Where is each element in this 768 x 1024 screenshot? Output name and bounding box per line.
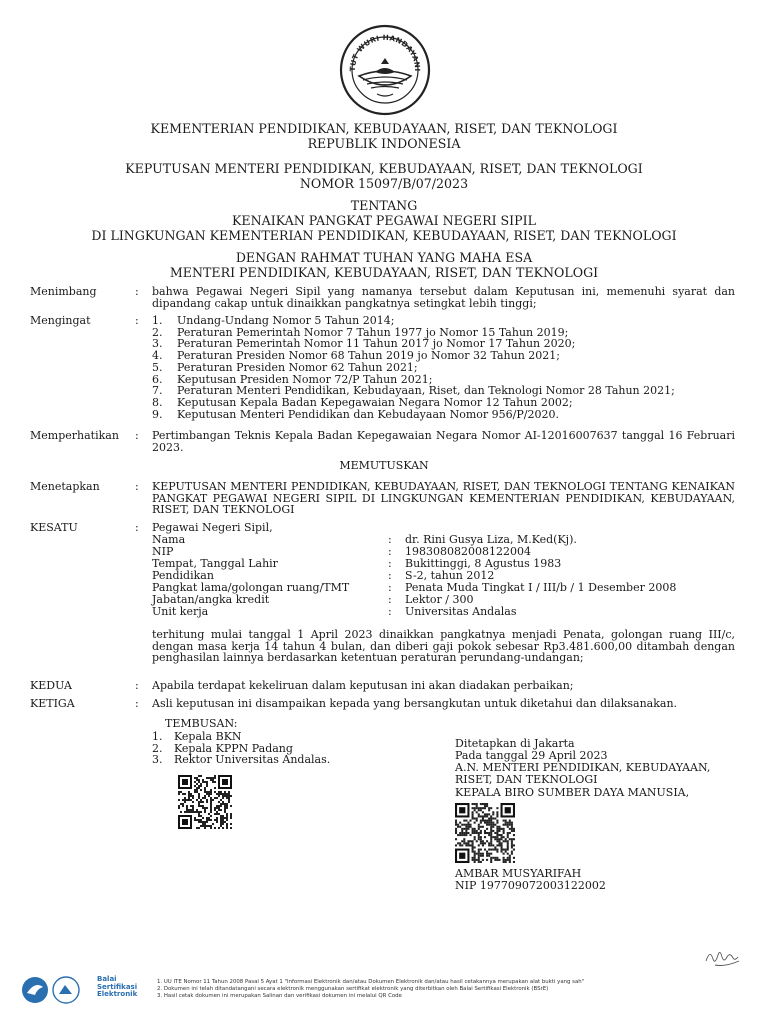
signature-place: Ditetapkan di Jakarta [455, 737, 575, 750]
mengingat-label: Mengingat [30, 314, 91, 327]
signature-office: KEPALA BIRO SUMBER DAYA MANUSIA, [455, 786, 690, 799]
footnote-1: 1. UU ITE Nomor 11 Tahun 2008 Pasal 5 Ayat 1 "Informasi Elektronik dan/atau Dokumen Elektronik dan/atau hasil cetakannya merupakan alat bukti yang sah" [157, 979, 585, 985]
memperhatikan-label: Memperhatikan [30, 429, 119, 442]
list-item: 2. Peraturan Pemerintah Nomor 7 Tahun 1977 jo Nomor 15 Tahun 2019; [152, 325, 569, 339]
kesatu-intro: Pegawai Negeri Sipil, [152, 521, 273, 534]
list-item: 6. Keputusan Presiden Nomor 72/P Tahun 2021; [152, 372, 433, 386]
signatory-nip: NIP 197709072003122002 [455, 879, 606, 892]
menimbang-text: bahwa Pegawai Negeri Sipil yang namanya tersebut dalam Keputusan ini, memenuhi syarat dan dipandang cakap untuk dinaikkan pangkatnya setingkat lebih tinggi; [152, 285, 735, 310]
list-item: 7. Peraturan Menteri Pendidikan, Kebudayaan, Riset, dan Teknologi Nomor 28 Tahun 2021; [152, 384, 675, 398]
ketiga-label: KETIGA [30, 697, 75, 710]
kedua-text: Apabila terdapat kekeliruan dalam keputusan ini akan diadakan perbaikan; [152, 679, 574, 692]
emblem-motto: TUT WURI HANDAYANI [347, 32, 423, 72]
list-item: 1. Kepala BKN [152, 730, 242, 743]
bsre-logo-icon [21, 975, 93, 1005]
bsre-name: Balai Sertifikasi Elektronik [97, 975, 138, 999]
tembusan-list [152, 731, 412, 766]
menetapkan-text: KEPUTUSAN MENTERI PENDIDIKAN, KEBUDAYAAN, RISET, DAN TEKNOLOGI TENTANG KENAIKAN PANGKAT PEGAWAI NEGERI SIPIL DI LINGKUNGAN KEMENTERIAN PENDIDIKAN, KEBUDAYAAN, RISET, DAN TEKNOLOGI [152, 480, 735, 517]
memutuskan-heading: MEMUTUSKAN [339, 459, 429, 472]
list-item: 4. Peraturan Presiden Nomor 68 Tahun 2019 jo Nomor 32 Tahun 2021; [152, 349, 561, 363]
minister-line: MENTERI PENDIDIKAN, KEBUDAYAAN, RISET, DAN TEKNOLOGI [169, 265, 599, 280]
list-item: 8. Keputusan Kepala Badan Kepegawaian Negara Nomor 12 Tahun 2002; [152, 395, 573, 409]
list-item: 9. Keputusan Menteri Pendidikan dan Kebudayaan Nomor 956/P/2020. [152, 407, 559, 421]
kesatu-closing: terhitung mulai tanggal 1 April 2023 dinaikkan pangkatnya menjadi Penata, golongan ruang III/c, dengan masa kerja 14 tahun 4 bulan, dan diberi gaji pokok sebesar Rp3.481.600,00 ditambah dengan penghasilan lainnya berdasarkan ketentuan peraturan perundang-undangan; [152, 628, 735, 665]
list-item: 3. Rektor Universitas Andalas. [152, 753, 331, 767]
signature-date: Pada tanggal 29 April 2023 [455, 749, 608, 762]
svg-text:TUT WURI HANDAYANI [348, 33, 422, 72]
memperhatikan-text: Pertimbangan Teknis Kepala Badan Kepegawaian Negara Nomor AI-12016007637 tanggal 16 Februari 2023. [152, 429, 735, 454]
menimbang-label: Menimbang [30, 285, 97, 298]
signatory-name: AMBAR MUSYARIFAH [455, 867, 582, 880]
signature-qr-code-icon[interactable] [455, 803, 515, 863]
footnotes [157, 979, 747, 1000]
signature-on-behalf-1: A.N. MENTERI PENDIDIKAN, KEBUDAYAAN, [455, 761, 711, 774]
kesatu-label: KESATU [30, 521, 78, 534]
decree-title: KEPUTUSAN MENTERI PENDIDIKAN, KEBUDAYAAN, RISET, DAN TEKNOLOGI [125, 161, 643, 176]
kedua-label: KEDUA [30, 679, 72, 692]
list-item: 3. Peraturan Pemerintah Nomor 11 Tahun 2017 jo Nomor 17 Tahun 2020; [152, 337, 576, 351]
blessing-line: DENGAN RAHMAT TUHAN YANG MAHA ESA [235, 250, 533, 265]
footnote-2: 2. Dokumen ini telah ditandatangani secara elektronik menggunakan sertifikat elektronik yang diterbitkan oleh Balai Sertifikasi Elektronik (BSrE) [157, 986, 549, 992]
ministry-name: KEMENTERIAN PENDIDIKAN, KEBUDAYAAN, RISET, DAN TEKNOLOGI [150, 121, 618, 136]
list-item: 1. Undang-Undang Nomor 5 Tahun 2014; [152, 314, 395, 327]
ketiga-text: Asli keputusan ini disampaikan kepada yang bersangkutan untuk diketahui dan dilaksanakan. [152, 697, 678, 710]
decree-page: TUT WURI HANDAYANI KEMENTERIAN PENDIDIKAN, KEBUDAYAAN, RISET, DAN TEKNOLOGI REPUBLIK INDONESIA KEPUTUSAN MENTERI PENDIDIKAN, KEBUDAYAAN, RISET, DAN TEKNOLOGI NOMOR 15097/B/07/2023 TENTANG KENAIKAN PANGKAT PEGAWAI NEGERI SIPIL DI LINGKUNGAN KEMENTERIAN PENDIDIKAN, KEBUDAYAAN, RISET, DAN TEKNOLOGI DENGAN RAHMAT TUHAN YANG MAHA ESA MENTERI PENDIDIKAN, KEBUDAYAAN, RISET, DAN TEKNOLOGI Menimbang : bahwa Pegawai Negeri Sipil yang namanya tersebut dalam Keputusan ini, memenuhi syarat dan dipandang cakap untuk dinaikkan pangkatnya setingkat lebih tinggi; Mengingat : 1. Undang-Undang Nomor 5 Tahun 2014; 2. Peraturan Pemerintah Nomor 7 Tahun 1977 jo Nomor 15 Tahun 2019; 3. Peraturan Pemerintah Nomor 11 Tahun 2017 jo Nomor 17 Tahun 2020; 4. Peraturan Presiden Nomor 68 Tahun 2019 jo Nomor 32 Tahun 2021; 5. Peraturan Presiden Nomor 62 Tahun 2021; 6. Keputusan Presiden Nomor 72/P Tahun 2021; 7. Peraturan Menteri Pendidikan, Kebudayaan, Riset, dan Teknologi Nomor 28 Tahun 2021; 8. Keputusan Kepala Badan Kepegawaian Negara Nomor 12 Tahun 2002; 9. Keputusan Menteri Pendidikan dan Kebudayaan Nomor 956/P/2020. Memperhatikan : Pertimbangan Teknis Kepala Badan Kepegawaian Negara Nomor AI-12016007637 tanggal 16 Februari 2023. MEMUTUSKAN Menetapkan : KEPUTUSAN MENTERI PENDIDIKAN, KEBUDAYAAN, RISET, DAN TEKNOLOGI TENTANG KENAIKAN PANGKAT PEGAWAI NEGERI SIPIL DI LINGKUNGAN KEMENTERIAN PENDIDIKAN, KEBUDAYAAN, RISET, DAN TEKNOLOGI KESATU : Pegawai Negeri Sipil, Nama : dr. Rini Gusya Liza, M.Ked(Kj). NIP : 198308082008122004 Tempat, Tanggal Lahir : Bukittinggi, 8 Agustus 1983 Pendidikan : S-2, tahun 2012 Pangkat lama/golongan ruang/TMT : Penata Muda Tingkat I / III/b / 1 Desember 2008 Jabatan/angka kredit : Lektor / 300 Unit kerja : Universitas Andalas terhitung mulai tanggal 1 April 2023 dinaikkan pangkatnya menjadi Penata, golongan ruang III/c, dengan masa kerja 14 tahun 4 bulan, dan diberi gaji pokok sebesar Rp3.481.600,00 ditambah dengan penghasilan lainnya berdasarkan ketentuan peraturan perundang-undangan; KEDUA : Apabila terdapat kekeliruan dalam keputusan ini akan diadakan perbaikan; KETIGA : Asli keputusan ini disampaikan kepada yang bersangkutan untuk diketahui dan dilaksanakan. TEMBUSAN: 1. Kepala BKN 2. Kepala KPPN Padang 3. Rektor Universitas Andalas. Ditetapkan di Jakarta Pada tanggal 29 April 2023 A.N. MENTERI PENDIDIKAN, KEBUDAYAAN, RISET, DAN TEKNOLOGI KEPALA BIRO SUMBER DAYA MANUSIA, AMBAR MUSYARIFAH NIP 197709072003122002 Balai Sertifikasi Elektronik 1. UU ITE Nomor 11 Tahun 2008 Pasal 5 Ayat 1 "Informasi Elektronik dan/atau Dokumen Elektronik dan/atau hasil cetakannya merupakan alat bukti yang sah" 2. Dokumen ini telah ditandatangani secara elektronik menggunakan sertifikat elektronik yang diterbitkan oleh Balai Sertifikasi Elektronik (BSrE) 3. Hasil cetak dokumen ini merupakan Salinan dan verifikasi dokumen ini melalui QR Code [0, 0, 768, 1024]
footnote-3: 3. Hasil cetak dokumen ini merupakan Salinan dan verifikasi dokumen ini melalui QR Code [157, 993, 402, 999]
verification-qr-code-icon[interactable] [178, 775, 232, 829]
mengingat-list [152, 315, 735, 420]
list-item: 2. Kepala KPPN Padang [152, 741, 293, 755]
country-name: REPUBLIK INDONESIA [307, 136, 461, 151]
tut-wuri-handayani-emblem-icon [327, 20, 443, 120]
about-label: TENTANG [350, 198, 418, 213]
list-item: 5. Peraturan Presiden Nomor 62 Tahun 2021; [152, 360, 418, 374]
paraf-signature-icon [703, 947, 747, 969]
menetapkan-label: Menetapkan [30, 480, 100, 493]
subject-line-1: KENAIKAN PANGKAT PEGAWAI NEGERI SIPIL [232, 213, 536, 228]
tembusan-label: TEMBUSAN: [165, 717, 238, 730]
subject-line-2: DI LINGKUNGAN KEMENTERIAN PENDIDIKAN, KEBUDAYAAN, RISET, DAN TEKNOLOGI [91, 228, 677, 243]
decree-number: NOMOR 15097/B/07/2023 [299, 176, 469, 191]
signature-on-behalf-2: RISET, DAN TEKNOLOGI [455, 773, 598, 786]
